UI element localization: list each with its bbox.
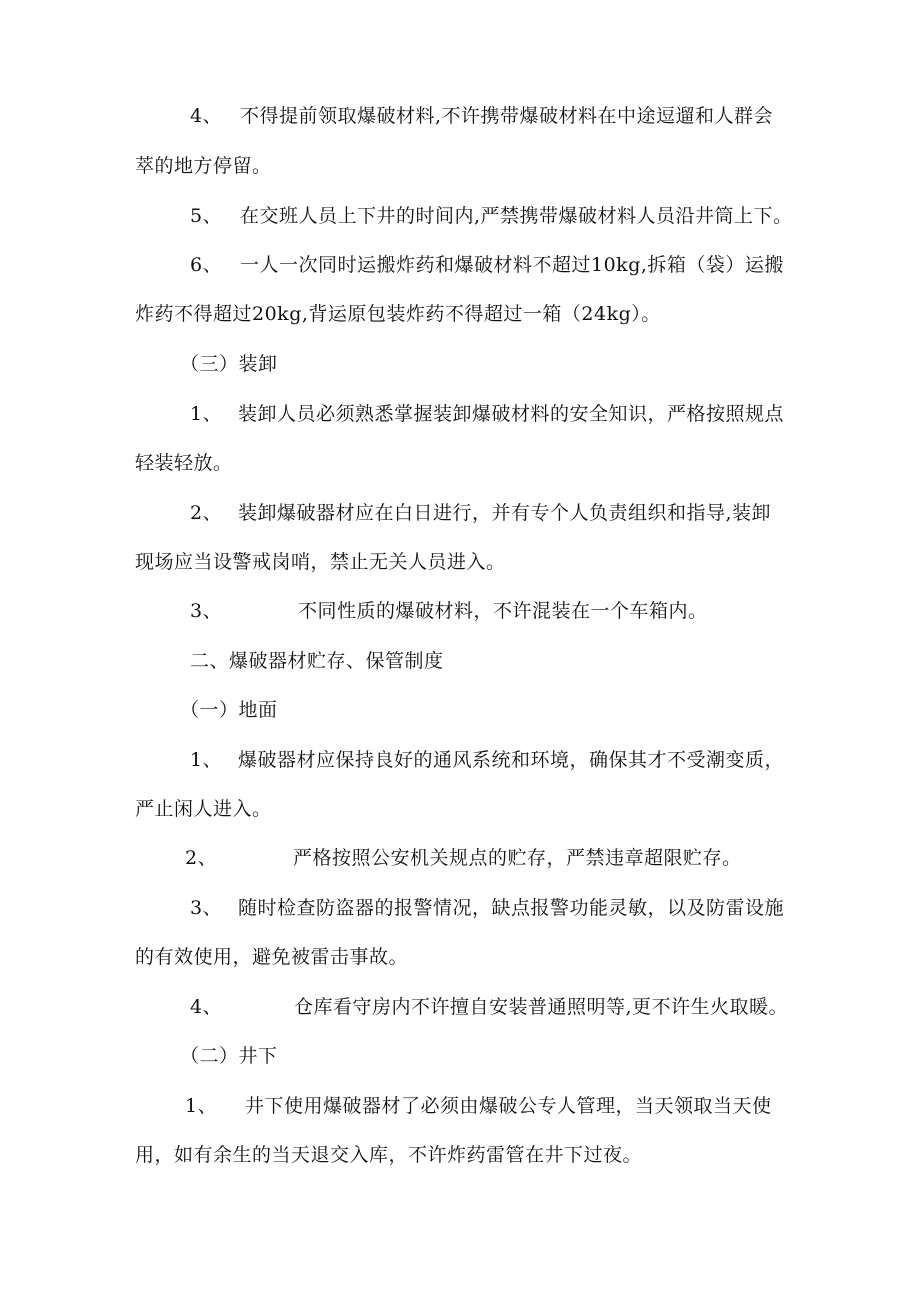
item-number: 3、 bbox=[190, 600, 223, 622]
underground-item-1-line-1 bbox=[185, 1094, 772, 1118]
line-text: 轻装轻放。 bbox=[135, 452, 233, 474]
line-text: 严止闲人进入。 bbox=[135, 798, 272, 820]
loading-item-1-line-2 bbox=[135, 451, 233, 475]
heading-text: （三）装卸 bbox=[180, 353, 278, 375]
paragraph-4-line-2 bbox=[135, 154, 272, 178]
line-text: 爆破器材应保持良好的通风系统和环境，确保其才不受潮变质， bbox=[238, 749, 785, 771]
chapter-heading-storage bbox=[190, 649, 444, 673]
line-text: 严格按照公安机关规点的贮存，严禁违章超限贮存。 bbox=[293, 847, 742, 869]
line-text: 仓库看守房内不许擅自安装普通照明等,更不许生火取暖。 bbox=[294, 996, 789, 1018]
line-text: 的有效使用，避免被雷击事故。 bbox=[135, 946, 409, 968]
line-text: 用，如有余生的当天退交入库，不许炸药雷管在井下过夜。 bbox=[135, 1144, 643, 1166]
loading-item-2-line-2 bbox=[135, 550, 506, 574]
line-text: 炸药不得超过20kg,背运原包装炸药不得超过一箱（24kg）。 bbox=[135, 303, 661, 325]
item-number: 1、 bbox=[190, 749, 223, 771]
item-number: 5、 bbox=[190, 205, 223, 227]
ground-item-1-line-2 bbox=[135, 797, 272, 821]
paragraph-6-line-2 bbox=[135, 302, 661, 326]
ground-item-2-line-1 bbox=[185, 846, 742, 870]
ground-item-3-line-2 bbox=[135, 945, 408, 969]
ground-item-4-line-1 bbox=[190, 995, 788, 1019]
item-number: 3、 bbox=[190, 897, 223, 919]
item-number: 1、 bbox=[185, 1095, 218, 1117]
line-text: 萃的地方停留。 bbox=[135, 155, 272, 177]
paragraph-6-line-1 bbox=[190, 253, 784, 277]
underground-item-1-line-2 bbox=[135, 1143, 642, 1167]
line-text: 现场应当设警戒岗哨，禁止无关人员进入。 bbox=[135, 551, 506, 573]
section-heading-ground bbox=[180, 698, 278, 722]
item-number: 1、 bbox=[190, 403, 223, 425]
line-text: 不同性质的爆破材料，不许混装在一个车箱内。 bbox=[298, 600, 708, 622]
loading-item-3-line-1 bbox=[190, 599, 708, 623]
item-number: 2、 bbox=[185, 847, 218, 869]
heading-text: （一）地面 bbox=[180, 699, 278, 721]
section-heading-underground bbox=[180, 1044, 278, 1068]
ground-item-1-line-1 bbox=[190, 748, 784, 772]
loading-item-2-line-1 bbox=[190, 501, 771, 525]
item-number: 2、 bbox=[190, 502, 223, 524]
line-text: 装卸人员必须熟悉掌握装卸爆破材料的安全知识，严格按照规点 bbox=[238, 403, 785, 425]
line-text: 装卸爆破器材应在白日进行，并有专个人负责组织和指导,装卸 bbox=[238, 502, 772, 524]
paragraph-5-line-1 bbox=[190, 204, 793, 228]
line-text: 井下使用爆破器材了必须由爆破公专人管理，当天领取当天使 bbox=[245, 1095, 772, 1117]
paragraph-4-line-1 bbox=[190, 104, 773, 128]
line-text: 随时检查防盗器的报警情况，缺点报警功能灵敏，以及防雷设施 bbox=[238, 897, 785, 919]
ground-item-3-line-1 bbox=[190, 896, 784, 920]
heading-text: 二、爆破器材贮存、保管制度 bbox=[190, 650, 444, 672]
line-text: 不得提前领取爆破材料,不许携带爆破材料在中途逗遛和人群会 bbox=[240, 105, 774, 127]
line-text: 在交班人员上下井的时间内,严禁携带爆破材料人员沿井筒上下。 bbox=[240, 205, 793, 227]
heading-text: （二）井下 bbox=[180, 1045, 278, 1067]
item-number: 6、 bbox=[190, 254, 223, 276]
section-heading-loading bbox=[180, 352, 278, 376]
line-text: 一人一次同时运搬炸药和爆破材料不超过10kg,拆箱（袋）运搬 bbox=[240, 254, 784, 276]
loading-item-1-line-1 bbox=[190, 402, 784, 426]
item-number: 4、 bbox=[190, 996, 223, 1018]
item-number: 4、 bbox=[190, 105, 223, 127]
